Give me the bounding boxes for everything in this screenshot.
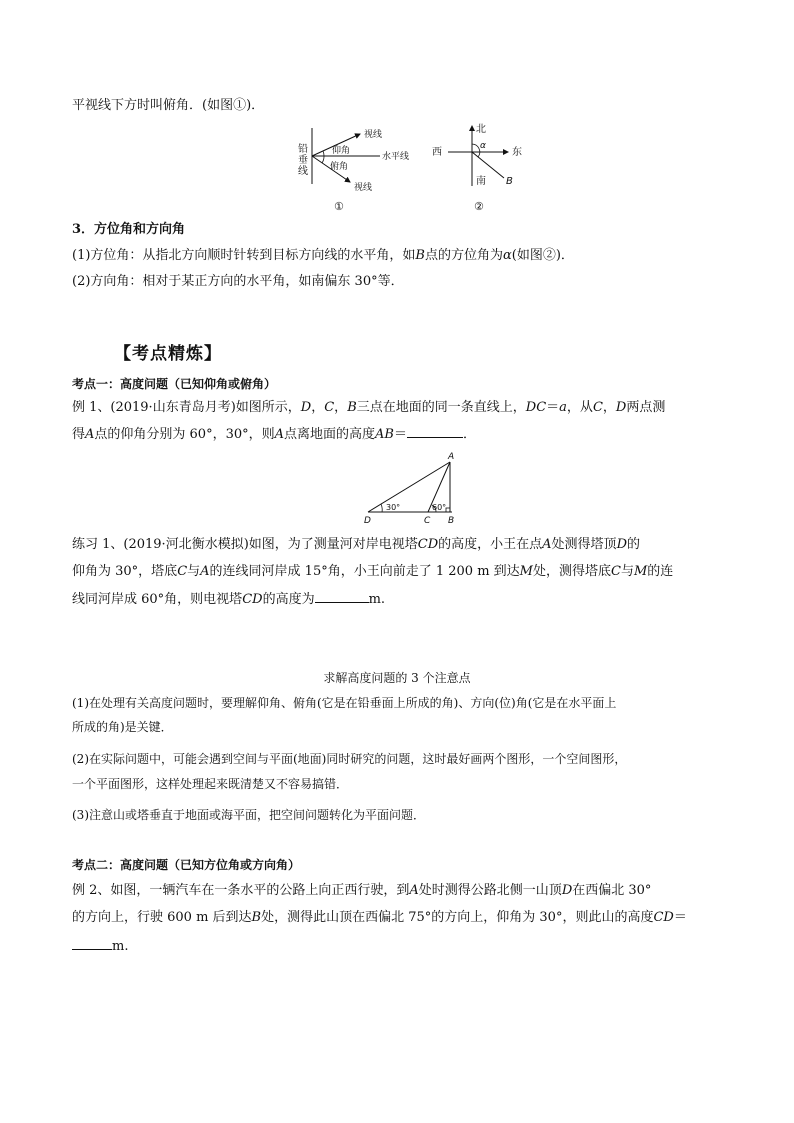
practice1-line3: 线同河岸成 60°角，则电视塔CD的高度为 m. [72, 592, 386, 607]
note1-line1: (1)在处理有关高度问题时，要理解仰角、俯角(它是在铅垂面上所成的角)、方向(位)角(它是在水平面上 [72, 696, 617, 710]
kp1-heading: 考点一：高度问题（已知仰角或俯角） [72, 377, 277, 391]
practice1-line2: 仰角为 30°，塔底C与A的连线同河岸成 15°角，小王向前走了 1 200 m 到达M处，测得塔底C与M的连 [72, 564, 674, 579]
angle-d-arc [381, 504, 382, 512]
answer-blank [407, 425, 463, 438]
south-label: 南 [476, 176, 486, 187]
west-label: 西 [432, 147, 442, 158]
elevation-arc [323, 151, 324, 156]
label-d: D [364, 516, 371, 526]
horizontal-label: 水平线 [382, 152, 410, 162]
point-b-label: B [506, 176, 513, 187]
practice1-line1: 练习 1、(2019·河北衡水模拟)如图，为了测量河对岸电视塔CD的高度，小王在点A处测得塔顶D的 [72, 537, 641, 552]
section3-item1: (1)方位角：从指北方向顺时针转到目标方向线的水平角，如B点的方位角为α(如图②)． [72, 248, 574, 263]
section-title: 【考点精炼】 [114, 344, 222, 364]
note2-line2: 一个平面图形，这样处理起来既清楚又不容易搞错． [72, 777, 349, 791]
label-c: C [424, 516, 431, 526]
east-label: 东 [512, 147, 522, 158]
right-angle-mark [446, 508, 450, 512]
example2-line2: 的方向上，行驶 600 m 后到达B处，测得此山顶在西偏北 75°的方向上，仰角为 30°，则此山的高度CD＝ [72, 910, 687, 925]
label-b: B [448, 516, 455, 526]
example2-line3: m. [72, 937, 128, 956]
alpha-label: α [480, 141, 486, 151]
example1-line2: 得A点的仰角分别为 60°，30°，则A点离地面的高度AB＝ ． [72, 427, 477, 442]
plumb-label-2: 垂 [298, 155, 308, 166]
elevation-label: 仰角 [332, 146, 351, 156]
section3-heading: 3．方位角和方向角 [72, 222, 186, 237]
figure-elevation-depression [290, 118, 430, 214]
example2-line1: 例 2、如图，一辆汽车在一条水平的公路上向正西行驶，到A处时测得公路北侧一山顶D在西偏北 30° [72, 883, 652, 898]
note2-line1: (2)在实际问题中，可能会遇到空间与平面(地面)同时研究的问题，这时最好画两个图形，一个空间图形， [72, 752, 627, 766]
figure-azimuth [430, 120, 530, 214]
answer-blank [315, 590, 369, 603]
plumb-label-1: 铅 [298, 144, 308, 155]
direction-line-b [472, 152, 504, 178]
figure-triangle [362, 450, 462, 528]
section3-item2: (2)方向角：相对于某正方向的水平角，如南偏东 30°等． [72, 274, 404, 289]
note3: (3)注意山或塔垂直于地面或海平面，把空间问题转化为平面问题． [72, 808, 426, 822]
notes-title: 求解高度问题的 3 个注意点 [323, 671, 471, 685]
angle-c-label: 60° [432, 503, 447, 512]
figure-1-caption: ① [334, 200, 344, 213]
angle-d-label: 30° [386, 503, 401, 512]
label-a: A [448, 452, 455, 462]
figure-2-caption: ② [474, 200, 484, 213]
answer-blank [72, 937, 112, 950]
depression-label: 俯角 [330, 162, 349, 172]
north-label: 北 [476, 124, 486, 135]
intro-line: 平视线下方时叫俯角．(如图①)． [72, 98, 265, 113]
plumb-label-3: 线 [298, 166, 308, 177]
example1-line1: 例 1、(2019·山东青岛月考)如图所示，D，C，B三点在地面的同一条直线上，DC＝a，从C，D两点测 [72, 400, 666, 415]
note1-line2: 所成的角)是关键． [72, 720, 173, 734]
sight-label-down: 视线 [354, 183, 373, 193]
depression-arc [322, 156, 324, 163]
kp2-heading: 考点二：高度问题（已知方位角或方向角） [72, 858, 301, 872]
sight-label-up: 视线 [364, 130, 383, 140]
